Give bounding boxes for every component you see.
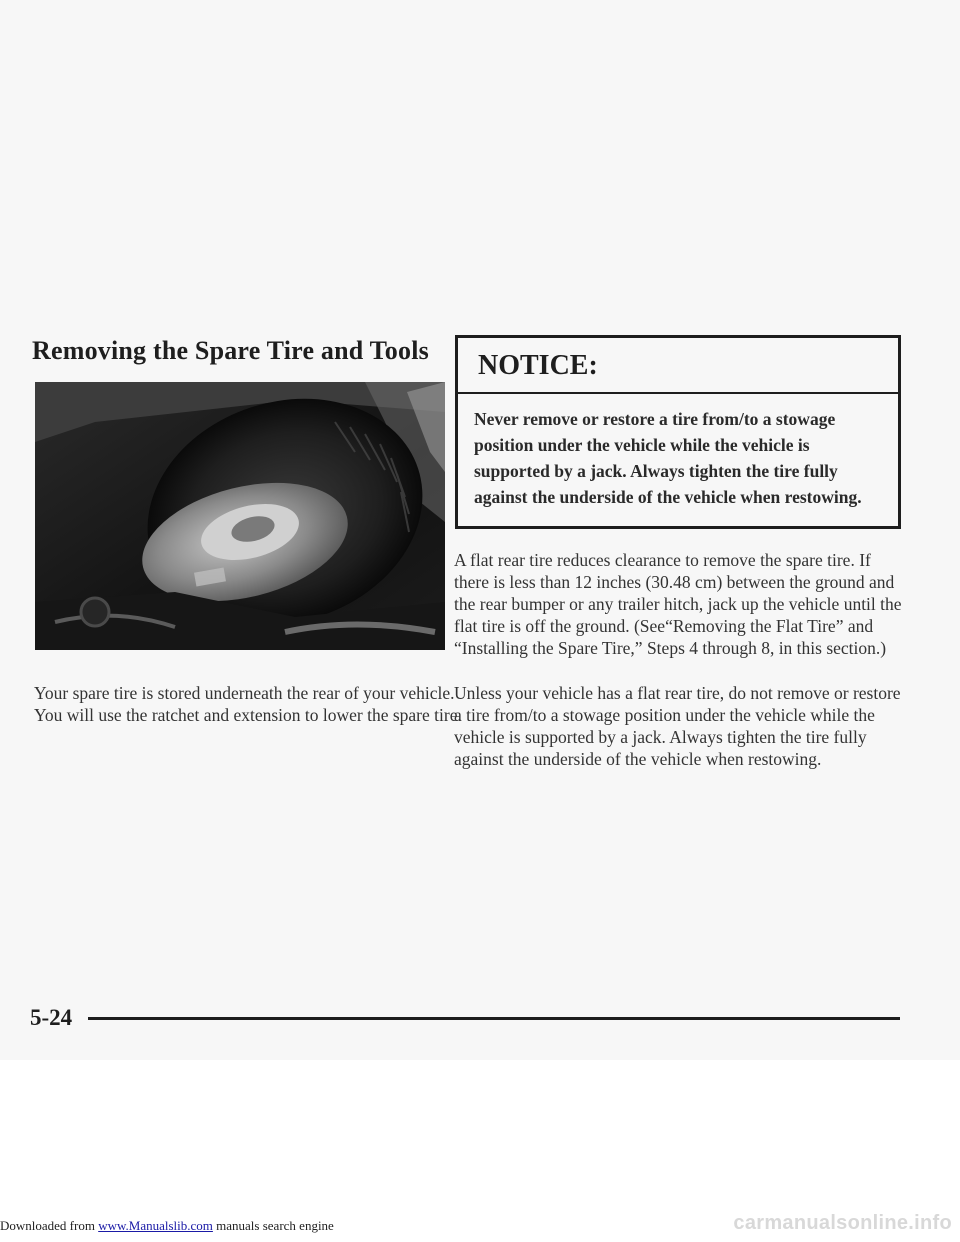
download-attribution	[0, 1218, 334, 1234]
right-paragraph-1: A flat rear tire reduces clearance to remove the spare tire. If there is less than 12 inches (30.48 cm) between the ground and the rear bumper or any trailer hitch, jack up the vehicle until the flat tire is off the ground. (See“Removing the Flat Tire” and “Installing the Spare Tire,” Steps 4 through 8, in this section.)	[454, 550, 902, 658]
download-prefix: Downloaded from	[0, 1218, 95, 1233]
right-paragraph-2: Unless your vehicle has a flat rear tire, do not remove or restore a tire from/to a stowage position under the vehicle while the vehicle is supported by a jack. Always tighten the tire fully against the underside of the vehicle when restowing.	[454, 683, 901, 769]
left-paragraph: Your spare tire is stored underneath the rear of your vehicle. You will use the ratchet and extension to lower the spare tire.	[34, 683, 462, 725]
page-number: 5-24	[30, 1005, 73, 1030]
watermark: carmanualsonline.info	[733, 1212, 952, 1234]
spare-tire-photo	[35, 382, 445, 650]
notice-text: Never remove or restore a tire from/to a stowage position under the vehicle while the vehicle is supported by a jack. Always tighten the tire fully against the underside of the vehicle when restowing.	[474, 409, 862, 507]
manualslib-link[interactable]: www.Manualslib.com	[98, 1218, 213, 1233]
notice-heading: NOTICE:	[458, 338, 898, 394]
footer-rule	[88, 1017, 900, 1020]
notice-box	[455, 335, 901, 529]
section-title: Removing the Spare Tire and Tools	[32, 336, 429, 365]
download-suffix: manuals search engine	[216, 1218, 334, 1233]
